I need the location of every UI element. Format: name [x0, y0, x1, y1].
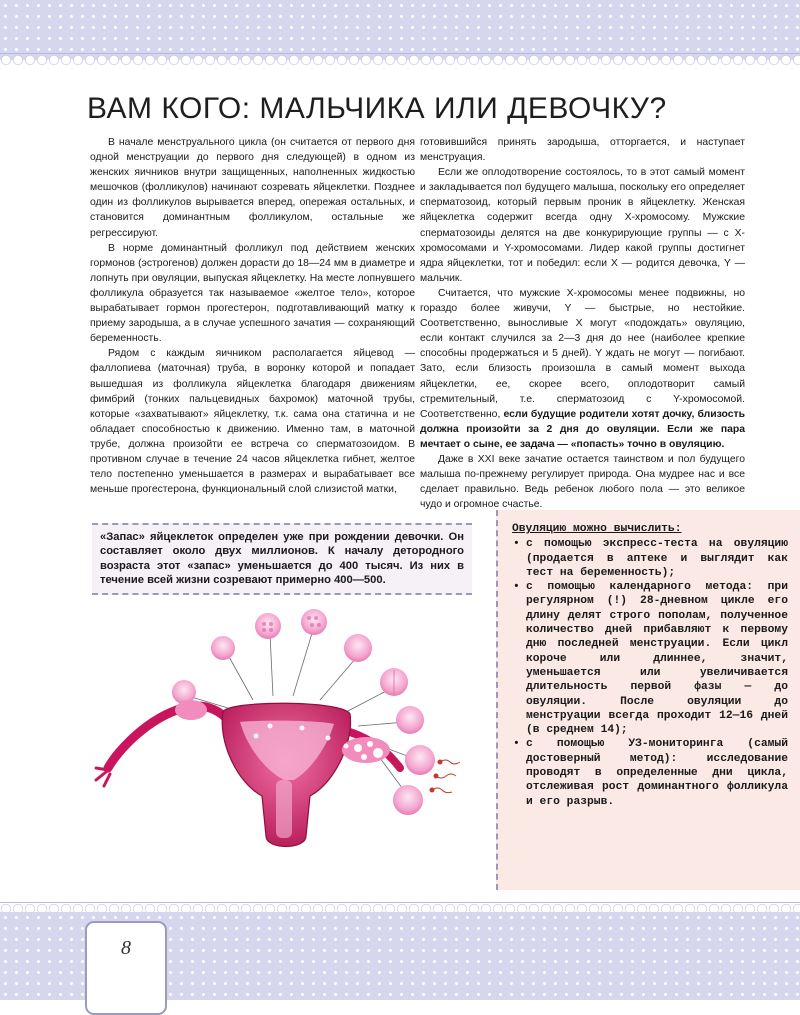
paragraph: Даже в XXI веке зачатие остается таинством и пол будущего малыша по-прежнему регулирует природа. Она мудрее нас и все сделает правильно. Ведь ребенок любого пола — это великое чудо и огромное счастье.: [420, 453, 745, 511]
paragraph: Рядом с каждым яичником располагается яйцевод — фаллопиева (маточная) труба, в воронку которой и попадает вышедшая из фолликула яйцеклетка благодаря движениям фимбрий (тонких пальцевидных бахромок) маточной трубы, которые «захватывают» яйцеклетку, т.к. сама она статична и не обладает способностью к движению. Именно там, в маточной трубе, должна произойти ее встреча со сперматозоидом. В противном случае в течение 24 часов яйцеклетка гибнет, желтое тело постепенно уменьшается в размерах и вырабатывает все меньше прогестерона, функциональный слой слизистой матки,: [90, 348, 415, 496]
paragraph: Если же оплодотворение состоялось, то в этот самый момент и закладывается пол будущего малыша, поскольку его определяет сперматозоид, который первым проник в яйцеклетку. Женская яйцеклетка содержит всегда одну Х-хромосому. Мужские сперматозоиды делятся на две конкурирующие группы — с Х-хромосомами и Y-хромосомами. Лидер какой группы достигнет ядра яйцеклетки, тот и победил: если Х — родится девочка, Y — мальчик.: [420, 167, 745, 284]
article-column-right: [420, 135, 745, 512]
lace-border-top: [0, 54, 800, 66]
uterus-drawing: [96, 700, 400, 847]
paragraph: готовившийся принять зародыша, отторгается, и наступает менструация.: [420, 137, 745, 164]
page-number: 8: [121, 937, 131, 959]
page-title: ВАМ КОГО: МАЛЬЧИКА ИЛИ ДЕВОЧКУ?: [87, 92, 667, 125]
ovulation-calculation-sidebar: [496, 510, 800, 890]
sidebar-heading: Овуляцию можно вычислить:: [512, 523, 682, 535]
paragraph: В норме доминантный фолликул под действием женских гормонов (эстрогенов) должен дорасти до 18—24 мм в диаметре и лопнуть при овуляции, выпуская яйцеклетку. На месте лопнувшего фолликула образуется так называемое «желтое тело», которое вырабатывает гормон прогестерон, подготавливающий матку к приему зародыша, а в случае успешного зачатия — сохраняющий беременность.: [90, 242, 415, 345]
list-item: • с помощью экспресс-теста на овуляцию (продается в аптеке и выглядит как тест на беременность);: [512, 537, 788, 580]
ovulation-cycle-illustration: [88, 600, 493, 880]
list-item: • с помощью УЗ-мониторинга (самый достоверный метод): исследование проводят в определенные дни цикла, отслеживая рост доминантного фолликула и его разрыв.: [512, 737, 788, 808]
article-column-left: [90, 135, 415, 497]
sidebar-list: [512, 537, 788, 809]
page-number-tab: [85, 921, 167, 1015]
sperm-cells: [430, 760, 460, 793]
paragraph-text: Считается, что мужские Х-хромосомы менее подвижны, но гораздо более живучи, Y — быстрые, но нестойкие. Соответственно, выносливые Х могут «подождать» овуляцию, если контакт случился за 2—3 дня до нее (наиболее крепкие способны продержаться и 5 дней). Y ждать не могут — погибают. Зато, если близость произошла в самый момент выхода яйцеклетки, ее, скорее всего, оплодотворит самый стремительный, т.е. сперматозоид с Y-хромосомой. Соответственно,: [420, 287, 745, 420]
paragraph: В начале менструального цикла (он считается от первого дня одной менструации до первого дня следующей) в одном из женских яичников внутри защищенных, наполненных жидкостью мешочков (фолликулов) начинают созревать яйцеклетки. Позднее один из фолликулов вырывается вперед, опережая остальных, и становится доминантным фолликулом, остальные же регрессируют.: [90, 137, 415, 239]
bold-advice: если будущие родители хотят дочку, близость должна произойти за 2 дня до овуляции. Если же пара мечтает о сыне, ее задача — «попасть» точно в овуляцию.: [420, 408, 745, 450]
decorative-top-band: [0, 0, 800, 60]
list-item: • с помощью календарного метода: при регулярном (!) 28-дневном цикле его длину делят строго пополам, полученное количество дней прибавляют к первому дню последней менструации. Если цикл короче или длиннее, значит, уменьшается или увеличивается длительность первой фазы — до овуляции. После овуляции до менструации всегда проходит 12—16 дней (в среднем 14);: [512, 580, 788, 737]
paragraph: [420, 286, 745, 452]
fact-callout: «Запас» яйцеклеток определен уже при рождении девочки. Он составляет около двух миллионов. К началу детородного возраста этот «запас» уменьшается до 400 тысяч. Из них в течение всей жизни созревают примерно 400—500.: [92, 523, 472, 595]
